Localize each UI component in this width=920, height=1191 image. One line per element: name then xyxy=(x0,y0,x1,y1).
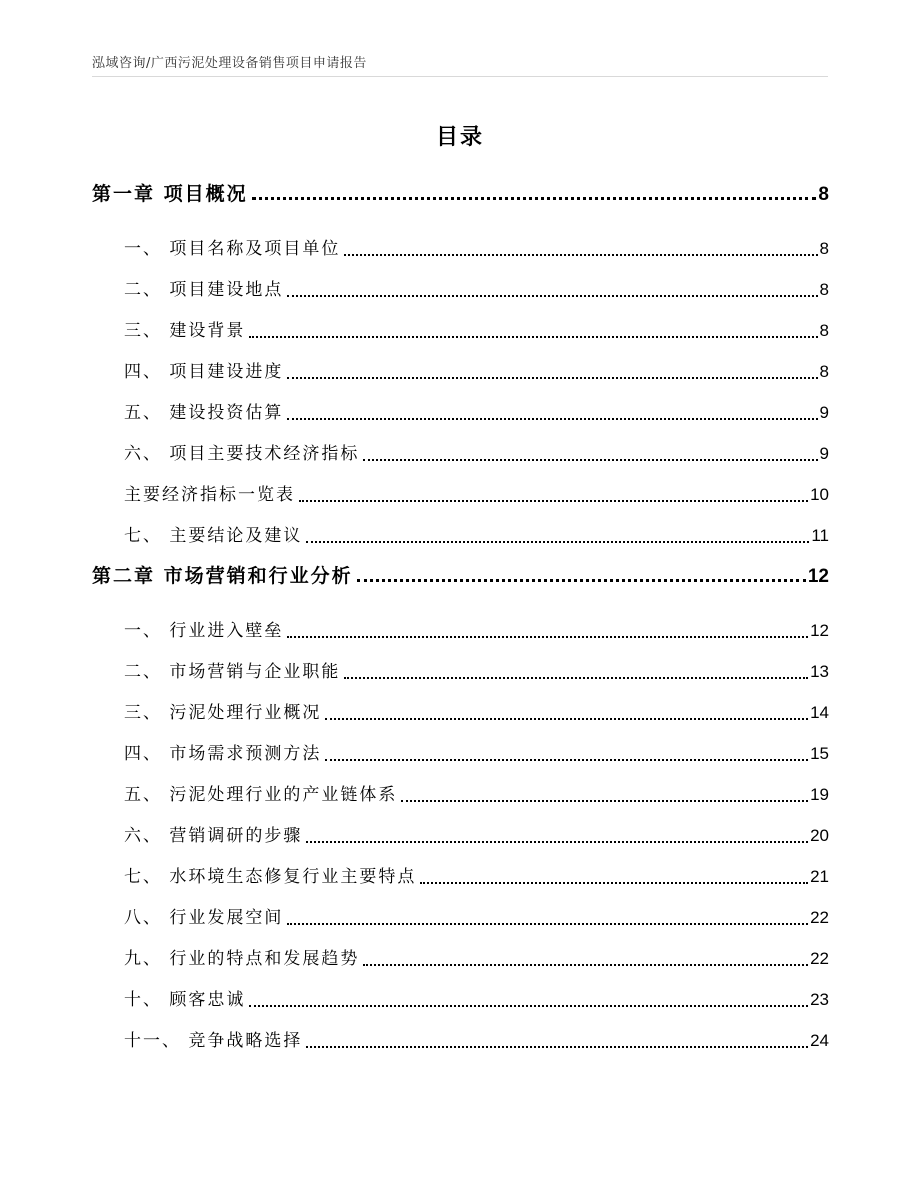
toc-entry-title: 七、 水环境生态修复行业主要特点 xyxy=(124,867,417,887)
toc-page-number: 23 xyxy=(810,990,829,1009)
toc-page-number: 9 xyxy=(819,403,829,422)
toc-dot-leader xyxy=(287,636,808,638)
toc-entry-title: 三、 建设背景 xyxy=(124,321,246,341)
toc-section-entry[interactable] xyxy=(92,265,829,306)
toc-section-entry[interactable] xyxy=(92,1016,829,1057)
toc-dot-leader xyxy=(287,295,817,297)
toc-entry-title: 四、 市场需求预测方法 xyxy=(124,744,322,764)
header-divider xyxy=(92,76,828,77)
toc-dot-leader xyxy=(325,759,808,761)
toc-section-entry[interactable] xyxy=(92,306,829,347)
toc-dot-leader xyxy=(363,459,817,461)
toc-page-number: 15 xyxy=(810,744,829,763)
toc-entry-title: 八、 行业发展空间 xyxy=(124,908,284,928)
toc-chapter-entry[interactable] xyxy=(92,558,829,592)
toc-dot-leader xyxy=(287,377,817,379)
toc-entry-title: 一、 项目名称及项目单位 xyxy=(124,239,341,259)
toc-dot-leader xyxy=(344,254,817,256)
toc-section-entry[interactable] xyxy=(92,934,829,975)
toc-entry-title: 七、 主要结论及建议 xyxy=(124,526,303,546)
table-of-contents xyxy=(92,176,829,1057)
toc-page-number: 8 xyxy=(819,321,829,340)
toc-entry-title: 主要经济指标一览表 xyxy=(124,485,295,505)
toc-section-entry[interactable] xyxy=(92,811,829,852)
toc-page-number: 10 xyxy=(810,485,829,504)
toc-entry-title: 二、 项目建设地点 xyxy=(124,280,284,300)
toc-section-entry[interactable] xyxy=(92,429,829,470)
toc-section-entry[interactable] xyxy=(92,893,829,934)
toc-entry-title: 六、 项目主要技术经济指标 xyxy=(124,444,360,464)
toc-dot-leader xyxy=(401,800,808,802)
toc-dot-leader xyxy=(344,677,808,679)
toc-entry-title: 五、 污泥处理行业的产业链体系 xyxy=(124,785,398,805)
toc-page-number: 12 xyxy=(810,621,829,640)
toc-page-number: 8 xyxy=(819,280,829,299)
toc-entry-title: 十一、 竞争战略选择 xyxy=(124,1031,303,1051)
toc-section-entry[interactable] xyxy=(92,770,829,811)
toc-title: 目录 xyxy=(435,125,484,150)
toc-dot-leader xyxy=(363,964,808,966)
toc-page-number: 14 xyxy=(810,703,829,722)
toc-dot-leader xyxy=(420,882,808,884)
toc-section-entry[interactable] xyxy=(92,647,829,688)
toc-section-entry[interactable] xyxy=(92,470,829,511)
toc-entry-title: 二、 市场营销与企业职能 xyxy=(124,662,341,682)
toc-page-number: 9 xyxy=(819,444,829,463)
toc-section-entry[interactable] xyxy=(92,852,829,893)
toc-dot-leader xyxy=(287,418,817,420)
toc-section-entry[interactable] xyxy=(92,388,829,429)
toc-entry-title: 三、 污泥处理行业概况 xyxy=(124,703,322,723)
toc-dot-leader xyxy=(306,841,808,843)
toc-page-number: 22 xyxy=(810,908,829,927)
toc-page-number: 11 xyxy=(811,526,829,545)
toc-entry-title: 四、 项目建设进度 xyxy=(124,362,284,382)
toc-page-number: 12 xyxy=(807,566,829,587)
toc-section-entry[interactable] xyxy=(92,975,829,1016)
toc-dot-leader xyxy=(306,541,809,543)
toc-dot-leader xyxy=(299,500,808,502)
toc-entry-title: 九、 行业的特点和发展趋势 xyxy=(124,949,360,969)
running-header: 泓域咨询/广西污泥处理设备销售项目申请报告 xyxy=(92,56,367,71)
toc-page-number: 20 xyxy=(810,826,829,845)
toc-chapter-entry[interactable] xyxy=(92,176,829,210)
toc-section-entry[interactable] xyxy=(92,224,829,265)
toc-dot-leader xyxy=(249,336,817,338)
toc-entry-title: 六、 营销调研的步骤 xyxy=(124,826,303,846)
toc-page-number: 8 xyxy=(819,362,829,381)
toc-section-entry[interactable] xyxy=(92,729,829,770)
toc-page-number: 21 xyxy=(810,867,829,886)
toc-dot-leader xyxy=(287,923,808,925)
toc-entry-title: 第二章 市场营销和行业分析 xyxy=(92,565,353,587)
toc-page-number: 24 xyxy=(810,1031,829,1050)
toc-page-number: 13 xyxy=(810,662,829,681)
toc-section-entry[interactable] xyxy=(92,606,829,647)
toc-page-number: 8 xyxy=(818,184,829,205)
toc-page-number: 8 xyxy=(819,239,829,258)
toc-dot-leader xyxy=(252,197,817,200)
toc-entry-title: 十、 顾客忠诚 xyxy=(124,990,246,1010)
toc-section-entry[interactable] xyxy=(92,688,829,729)
toc-dot-leader xyxy=(357,579,806,582)
toc-page-number: 22 xyxy=(810,949,829,968)
toc-entry-title: 五、 建设投资估算 xyxy=(124,403,284,423)
toc-dot-leader xyxy=(325,718,808,720)
toc-dot-leader xyxy=(306,1046,808,1048)
toc-entry-title: 一、 行业进入壁垒 xyxy=(124,621,284,641)
toc-entry-title: 第一章 项目概况 xyxy=(92,183,248,205)
toc-section-entry[interactable] xyxy=(92,511,829,552)
toc-dot-leader xyxy=(249,1005,808,1007)
toc-page-number: 19 xyxy=(810,785,829,804)
toc-section-entry[interactable] xyxy=(92,347,829,388)
